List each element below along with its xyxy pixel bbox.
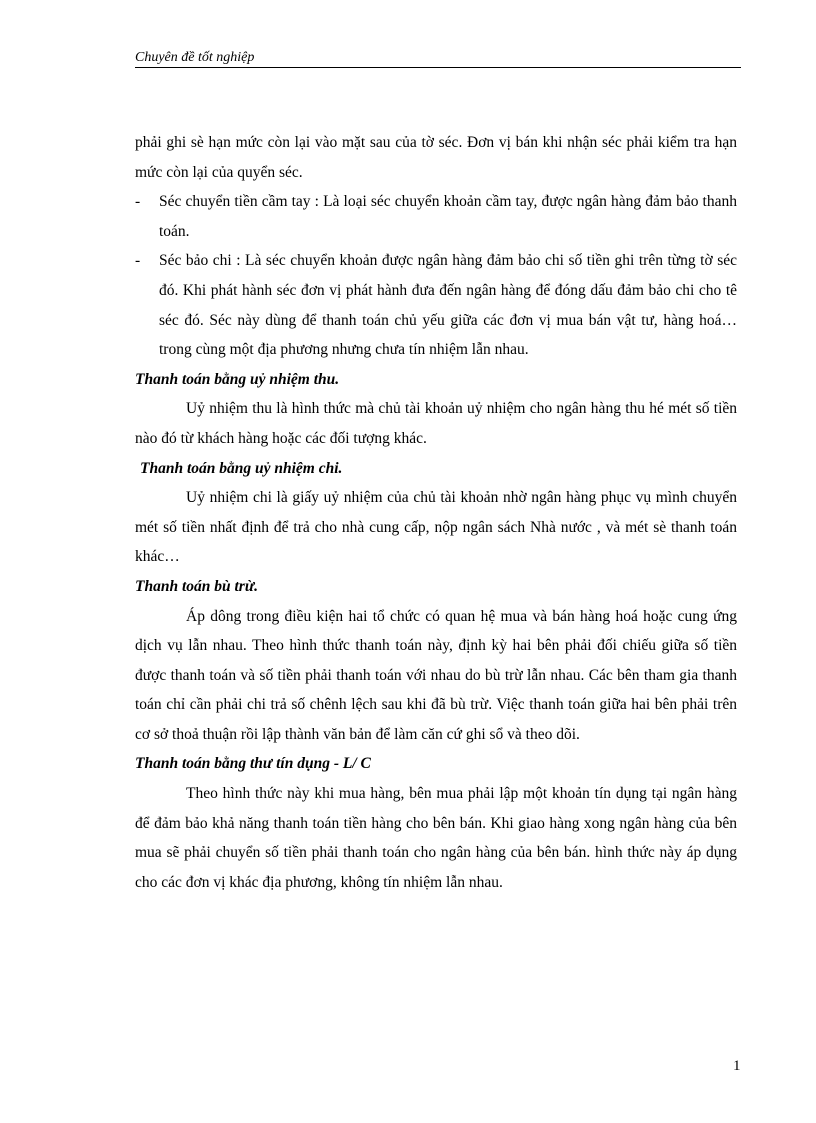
paragraph-text: Uỷ nhiệm thu là hình thức mà chủ tài khoản uỷ nhiệm cho ngân hàng thu hé mét số tiền nào đó từ khách hàng hoặc các đối tượng khác. [135,400,737,447]
bullet-marker: - [135,252,141,270]
paragraph-text: Uỷ nhiệm chi là giấy uỷ nhiệm của chủ tài khoản nhờ ngân hàng phục vụ mình chuyển mét số tiền nhất định để trả cho nhà cung cấp, nộp ngân sách Nhà nước , và mét sè thanh toán khác… [135,489,737,566]
paragraph-text: Áp dông trong điều kiện hai tổ chức có quan hệ mua và bán hàng hoá hoặc cung ứng dịch vụ lẫn nhau. Theo hình thức thanh toán này, định kỳ hai bên phải đối chiếu giữa số tiền được thanh toán và số tiền phải thanh toán với nhau do bù trừ lẫn nhau. Các bên tham gia thanh toán chỉ cần phải chi trả số chênh lệch sau khi đã bù trừ. Việc thanh toán giữa hai bên phải trên cơ sở thoả thuận rồi lập thành văn bản để làm căn cứ ghi sổ và theo dõi. [135,607,737,743]
section-heading: Thanh toán bù trừ. [135,577,259,595]
document-body [135,128,737,897]
section-heading: Thanh toán bằng thư tín dụng - L/ C [135,755,371,773]
paragraph-text: Theo hình thức này khi mua hàng, bên mua phải lập một khoản tín dụng tại ngân hàng để đảm bảo khả năng thanh toán tiền hàng cho bên bán. Khi giao hàng xong ngân hàng của bên mua sẽ phải chuyển số tiền phải thanh toán cho ngân hàng của bên bán. hình thức này áp dụng cho các đơn vị khác địa phương, không tín nhiệm lẫn nhau. [135,785,737,891]
bullet-text: Séc bảo chi : Là séc chuyển khoản được ngân hàng đảm bảo chi số tiền ghi trên từng tờ séc đó. Khi phát hành séc đơn vị phát hành đưa đến ngân hàng để đóng dấu đảm bảo chi cho tê séc đó. Séc này dùng để thanh toán chủ yếu giữa các đơn vị mua bán vật tư, hàng hoá… trong cùng một địa phương nhưng chưa tín nhiệm lẫn nhau. [159,252,737,359]
bullet-text: Séc chuyển tiền cầm tay : Là loại séc chuyển khoản cầm tay, được ngân hàng đảm bảo thanh toán. [159,193,737,240]
bullet-item [135,187,737,246]
page-header [135,50,741,68]
bullet-item [135,246,737,364]
bullet-marker: - [135,193,141,211]
page-number: 1 [733,1058,741,1074]
section-heading: Thanh toán bằng uỷ nhiệm thu. [135,370,340,388]
section-heading: Thanh toán bằng uỷ nhiệm chi. [140,459,343,477]
paragraph-text: phải ghi sè hạn mức còn lại vào mặt sau của tờ séc. Đơn vị bán khi nhận séc phải kiểm tra hạn mức còn lại của quyển séc. [135,134,737,181]
header-title: Chuyên đề tốt nghiệp [135,50,255,65]
